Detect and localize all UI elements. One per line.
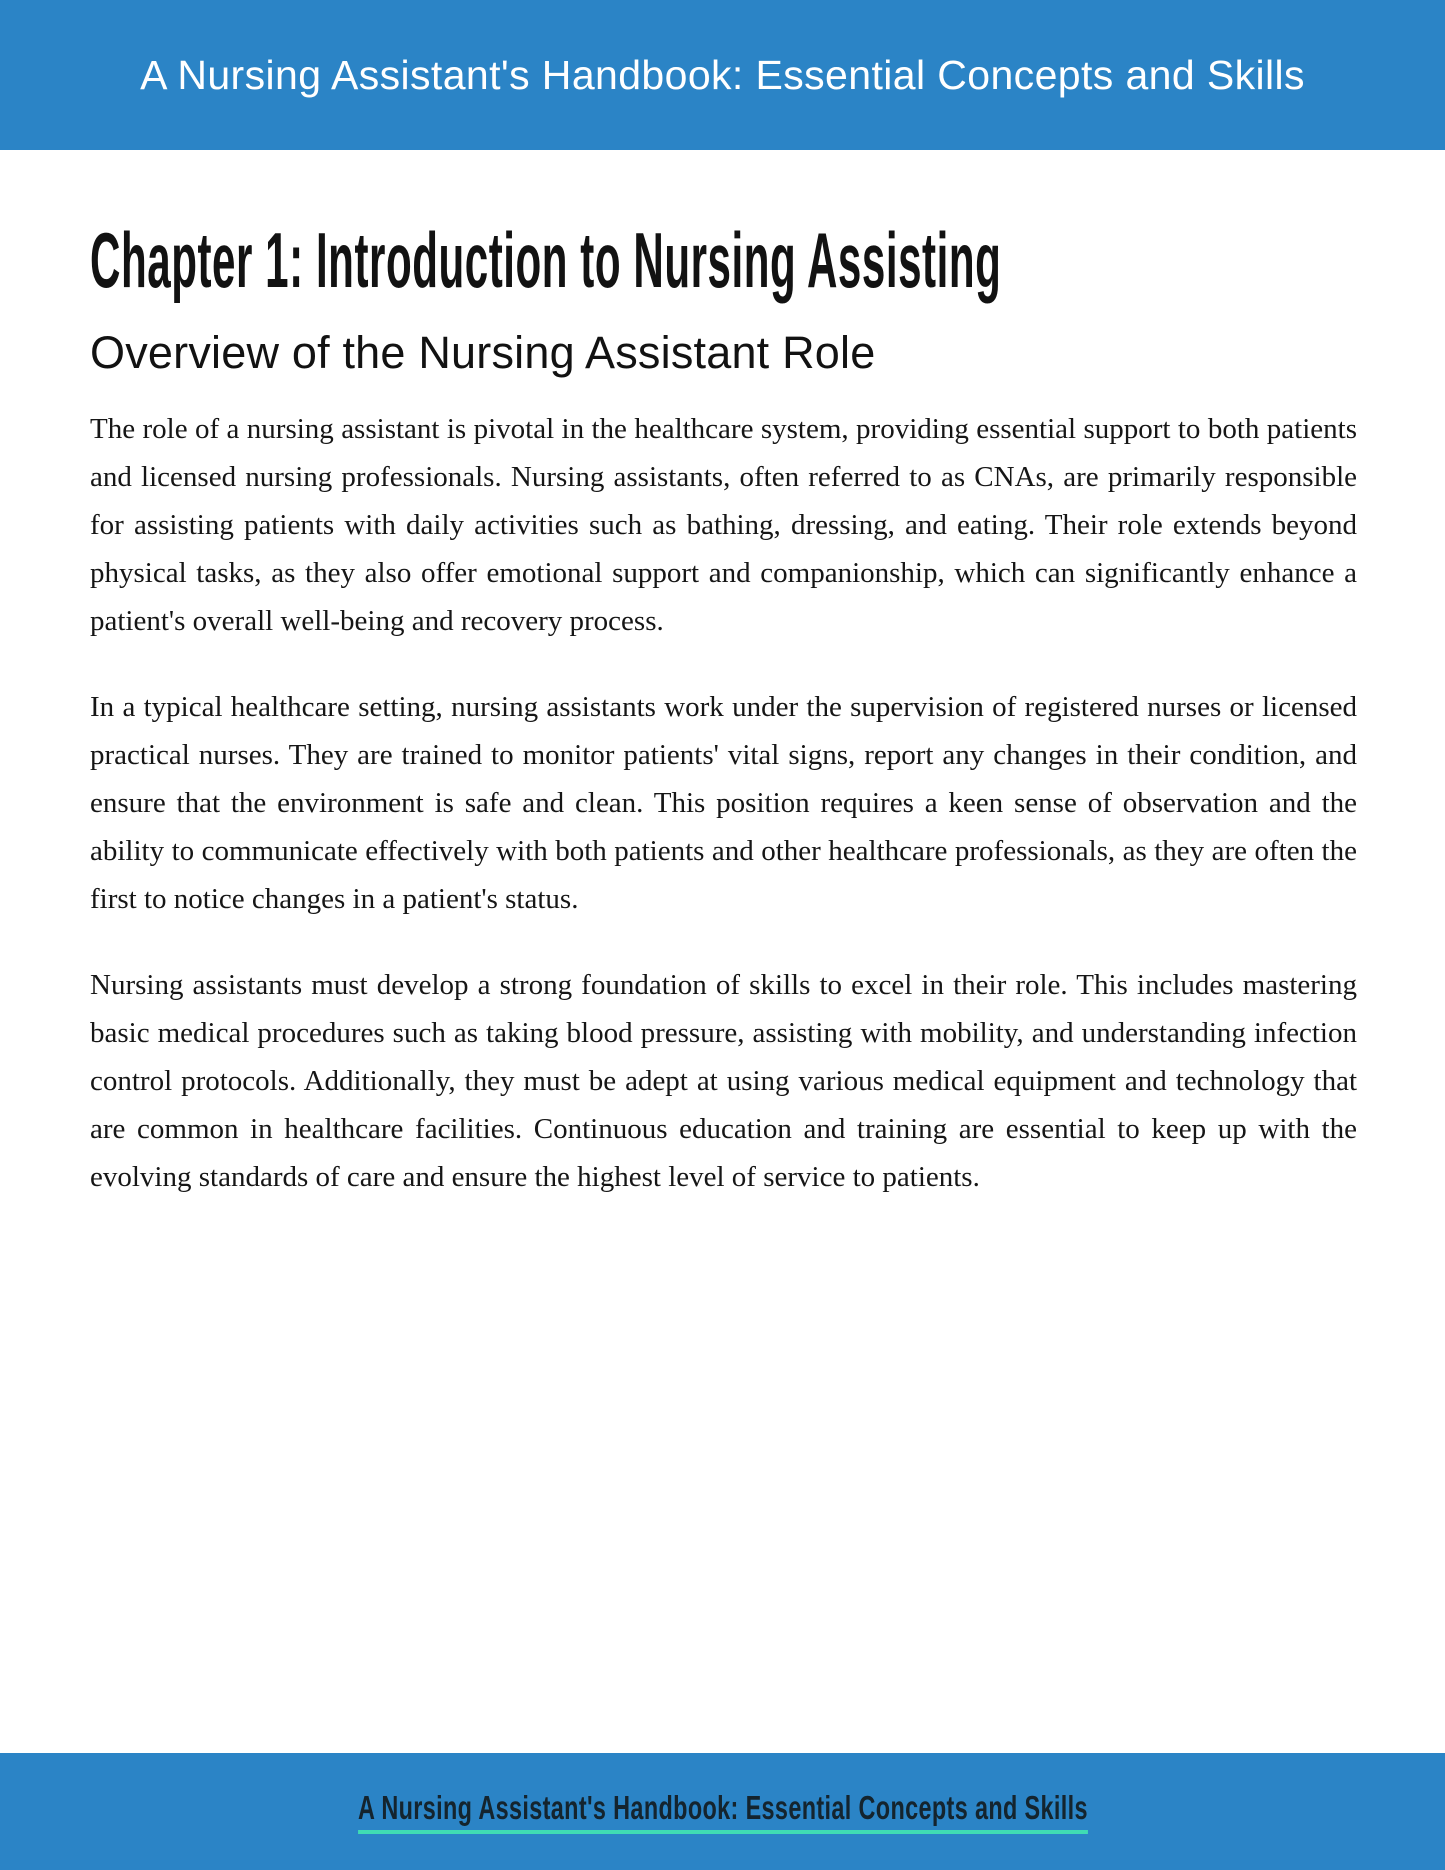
page-content [90, 150, 1357, 1239]
body-paragraph: In a typical healthcare setting, nursing assistants work under the supervision of registered nurses or licensed practical nurses. They are trained to monitor patients' vital signs, report any changes in their condition, and ensure that the environment is safe and clean. This position requires a keen sense of observation and the ability to communicate effectively with both patients and other healthcare professionals, as they are often the first to notice changes in a patient's status. [90, 690, 1357, 915]
footer-link-text: A Nursing Assistant's Handbook: Essential Concepts and Skills [358, 1789, 1088, 1834]
header-title: A Nursing Assistant's Handbook: Essential Concepts and Skills [140, 51, 1305, 98]
body-text [90, 405, 1357, 1201]
footer-link[interactable] [209, 1789, 1237, 1834]
header-bar [0, 0, 1445, 150]
chapter-heading [90, 214, 1357, 306]
body-paragraph: Nursing assistants must develop a strong foundation of skills to excel in their role. This includes mastering basic medical procedures such as taking blood pressure, assisting with mobility, and understanding infection control protocols. Additionally, they must be adept at using various medical equipment and technology that are common in healthcare facilities. Continuous education and training are essential to keep up with the evolving standards of care and ensure the highest level of service to patients. [90, 968, 1357, 1193]
section-heading: Overview of the Nursing Assistant Role [90, 327, 876, 379]
body-paragraph: The role of a nursing assistant is pivotal in the healthcare system, providing essential support to both patients and licensed nursing professionals. Nursing assistants, often referred to as CNAs, are primarily responsible for assisting patients with daily activities such as bathing, dressing, and eating. Their role extends beyond physical tasks, as they also offer emotional support and companionship, which can significantly enhance a patient's overall well-being and recovery process. [90, 412, 1357, 637]
footer-bar [0, 1753, 1445, 1870]
chapter-heading-text: Chapter 1: Introduction to Nursing Assisting [90, 216, 1002, 304]
